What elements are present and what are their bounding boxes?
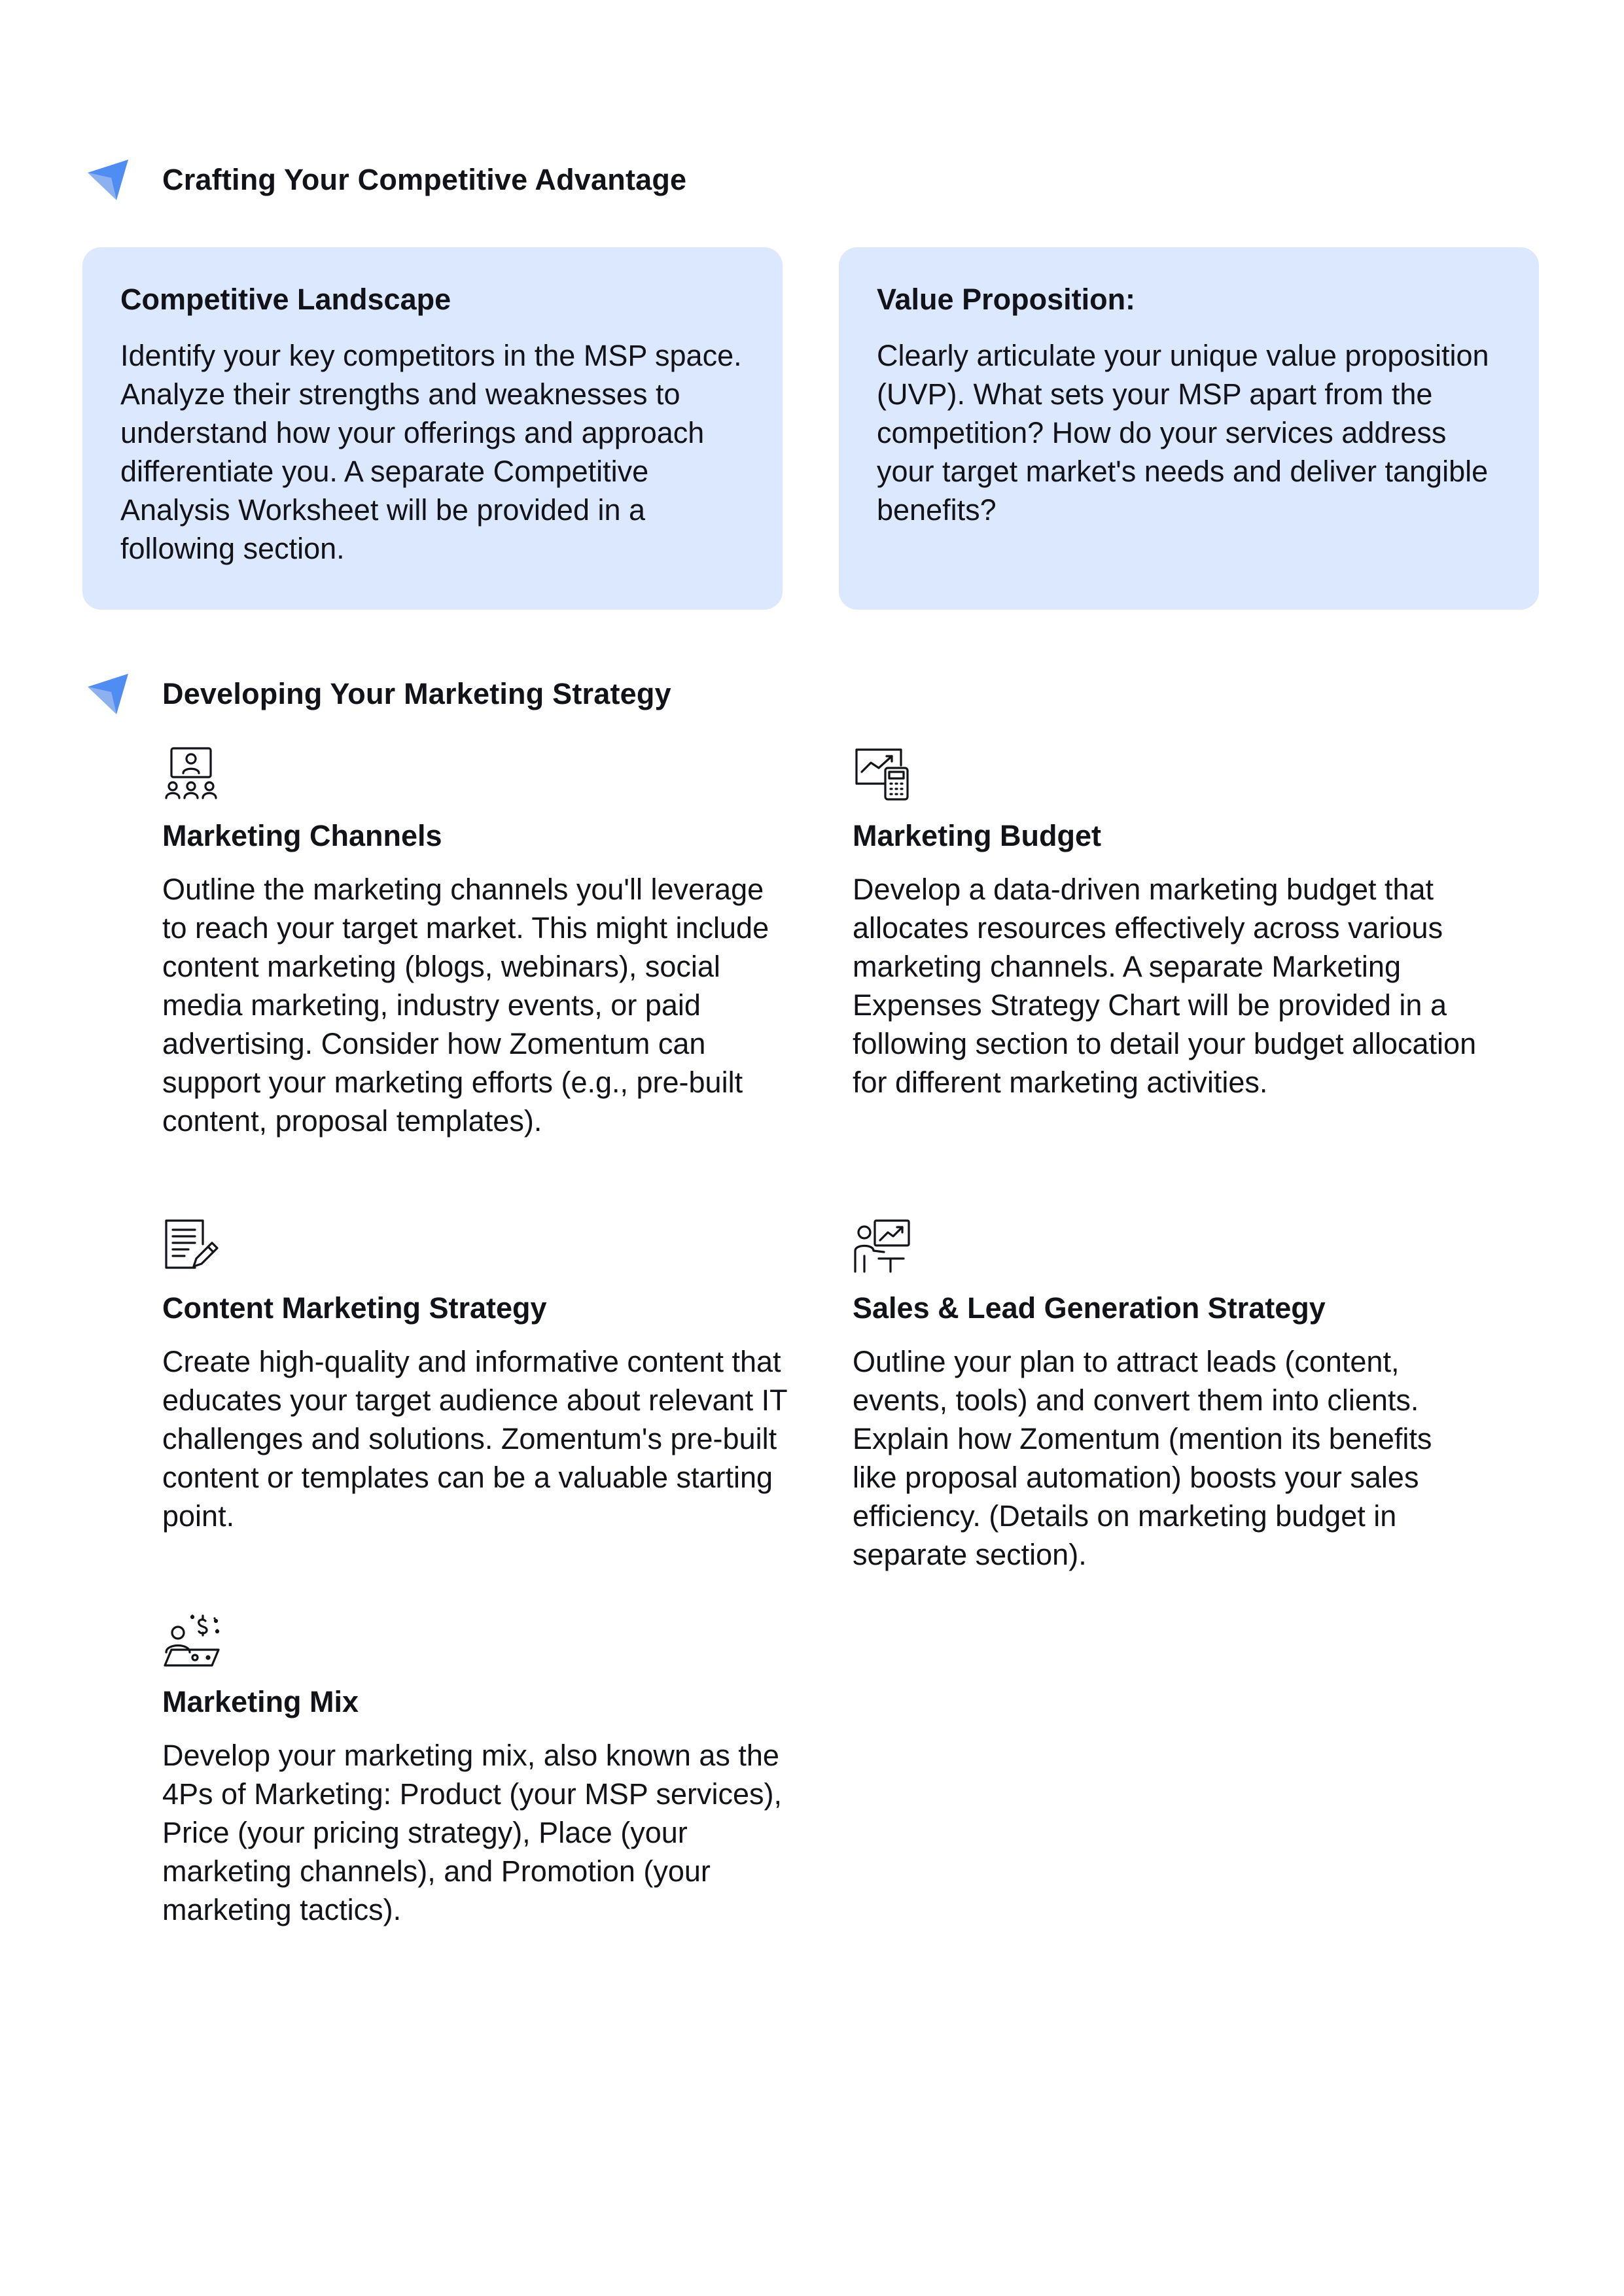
item-title: Marketing Channels	[162, 819, 442, 852]
item-body: Develop your marketing mix, also known as the 4Ps of Marketing: Product (your MSP services), Price (your pricing strategy), Place (your marketing channels), and Promotion (your marketing tactics).	[162, 1739, 782, 1926]
card-competitive-landscape	[82, 247, 783, 610]
item-sales-lead-generation	[853, 1218, 1481, 1574]
presenter-growth-icon	[853, 1218, 911, 1274]
section-header-marketing	[85, 671, 671, 717]
item-title: Marketing Mix	[162, 1685, 359, 1718]
card-body: Clearly articulate your unique value proposition (UVP). What sets your MSP apart from the competition? How do your services address your target market's needs and deliver tangible benefits?	[877, 339, 1489, 527]
item-body: Develop a data-driven marketing budget that allocates resources effectively across various marketing channels. A separate Marketing Expenses Strategy Chart will be provided in a following section to detail your budget allocation for different marketing activities.	[853, 873, 1477, 1099]
item-content-marketing	[162, 1218, 790, 1535]
card-body: Identify your key competitors in the MSP space. Analyze their strengths and weaknesses to understand how your offerings and approach differentiate you. A separate Competitive Analysis Worksheet will be provided in a following section.	[120, 339, 742, 565]
card-value-proposition	[839, 247, 1539, 610]
audience-presentation-icon	[162, 746, 221, 802]
item-title: Marketing Budget	[853, 819, 1102, 852]
item-body: Create high-quality and informative content that educates your target audience about relevant IT challenges and solutions. Zomentum's pre-built content or templates can be a valuable starting point.	[162, 1345, 787, 1533]
item-title: Content Marketing Strategy	[162, 1291, 547, 1325]
navigation-arrow-icon	[85, 157, 131, 203]
item-title: Sales & Lead Generation Strategy	[853, 1291, 1326, 1325]
item-marketing-budget	[853, 746, 1481, 1102]
section-header-competitive	[85, 157, 686, 203]
chart-calculator-icon	[853, 746, 911, 802]
card-title: Competitive Landscape	[120, 283, 451, 316]
item-body: Outline the marketing channels you'll leverage to reach your target market. This might include content marketing (blogs, webinars), social media marketing, industry events, or paid advertising. Consider how Zomentum can support your marketing efforts (e.g., pre-built content, proposal templates).	[162, 873, 769, 1138]
section-title: Crafting Your Competitive Advantage	[162, 163, 687, 196]
item-marketing-channels	[162, 746, 790, 1140]
item-body: Outline your plan to attract leads (content, events, tools) and convert them into clients. Explain how Zomentum (mention its benefits like proposal automation) boosts your sales efficiency. (Details on marketing budget in separate section).	[853, 1345, 1432, 1571]
card-title: Value Proposition:	[877, 283, 1136, 316]
document-edit-icon	[162, 1218, 221, 1274]
item-marketing-mix	[162, 1612, 790, 1929]
navigation-arrow-icon	[85, 671, 131, 717]
money-person-icon	[162, 1612, 221, 1668]
section-title: Developing Your Marketing Strategy	[162, 677, 671, 710]
